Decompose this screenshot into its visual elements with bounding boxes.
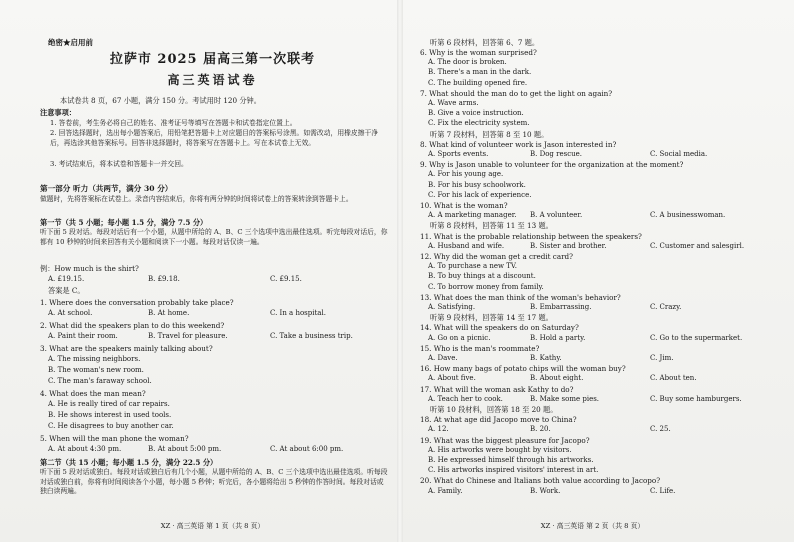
option-a: A. Go on a picnic. [428,333,491,342]
exam-title: 拉萨市 2025 届高三第一次联考 [109,52,316,67]
question-7: 7. What should the man do to get the light on again? [420,88,613,98]
option-a: A. The missing neighbors. [48,355,141,363]
option-a: A. At school. [48,309,93,317]
question-5: 5. When will the man phone the woman? [40,434,189,443]
section-note: 听第 6 段材料，回答第 6、7 题。 [430,38,540,47]
option-b: B. At home. [148,309,190,317]
notice-item: 1. 答卷前，考生务必将自己的姓名、准考证号等填写在答题卡和试卷指定位置上。 [50,119,297,127]
question-14: 14. What will the speakers do on Saturday? [420,323,579,333]
option-b: B. Travel for pleasure. [148,332,228,340]
section2-title: 第二节（共 15 小题；每小题 1.5 分，满分 22.5 分） [40,458,218,467]
left-page [30,0,395,542]
example-option: A. £19.15. [48,275,85,283]
option-c: C. His artworks inspired visitors' interest in art. [428,466,599,475]
question-8: 8. What kind of volunteer work is Jason interested in? [420,139,617,149]
question-10: 10. What is the woman? [420,201,508,210]
option-b: B. Kathy. [530,354,562,362]
option-b: B. Give a voice instruction. [428,109,524,118]
option-a: A. Family. [428,486,463,495]
option-a: A. Dave. [428,354,458,362]
option-c: C. Customer and salesgirl. [650,241,745,250]
option-a: A. Husband and wife. [428,241,505,250]
option-c: C. Social media. [650,150,708,158]
part1-title: 第一部分 听力（共两节，满分 30 分） [40,184,173,193]
option-b: B. Sister and brother. [530,241,607,250]
option-b: B. The woman's new room. [48,366,144,374]
question-6: 6. Why is the woman surprised? [420,48,537,57]
option-a: A. To purchase a new TV. [428,262,517,271]
option-c: C. A businesswoman. [650,211,726,220]
question-3: 3. What are the speakers mainly talking about? [40,344,213,353]
option-b: B. He shows interest in used tools. [48,411,172,419]
example-option: C. £9.15. [270,275,302,283]
part1-note: 做题时，先将答案标在试卷上。录音内容结束后，你将有两分钟的时间将试卷上的答案转涂到答题卡上。 [40,195,353,203]
option-a: A. For his young age. [428,170,504,179]
option-a: A. His artworks were bought by visitors. [428,445,572,454]
page-footer: XZ · 高三英语 第 1 页（共 8 页） [160,522,265,530]
page-fold [397,0,403,542]
option-c: C. Buy some hamburgers. [650,394,742,403]
section-note: 听第 8 段材料，回答第 11 至 13 题。 [430,221,553,231]
option-a: A. Teach her to cook. [428,394,503,403]
question-12: 12. Why did the woman get a credit card? [420,252,573,261]
question-9: 9. Why is Jason unable to volunteer for the organization at the moment? [420,160,684,170]
option-c: C. At about 6:00 pm. [270,445,344,453]
notice-item: 2. 回答选择题时，选出每小题答案后，用铅笔把答题卡上对应题目的答案标号涂黑。如需改动，用橡皮擦干净后，再选涂其他答案标号。回答非选择题时，将答案写在答题卡上。写在本试卷上无效。 [50,129,379,147]
option-a: A. 12. [428,425,449,434]
example-question: 例：How much is the shirt? [40,264,139,273]
question-19: 19. What was the biggest pleasure for Jacopo? [420,435,590,445]
option-b: B. About eight. [530,374,584,383]
section2-note: 听下面 5 段对话或独白。每段对话或独白后有几个小题，从题中所给的 A、B、C 三个选项中选出最佳选项。听每段对话或独白前，你将有时间阅读各个小题，每小题 5 秒钟；听完后，各小题将给出 5 秒钟的作答时间。每段对话或独白读两遍。 [40,468,388,495]
option-c: C. Crazy. [650,303,682,311]
option-c: C. In a hospital. [270,309,326,317]
section-note: 听第 10 段材料，回答第 18 至 20 题。 [430,405,558,414]
option-a: A. At about 4:30 pm. [48,445,122,453]
option-c: C. The building opened fire. [428,78,528,87]
option-b: B. Dog rescue. [530,150,583,158]
option-a: A. A marketing manager. [428,211,517,220]
option-b: B. Embarrassing. [530,303,592,311]
question-15: 15. Who is the man's roommate? [420,343,540,353]
question-4: 4. What does the man mean? [40,389,146,398]
question-16: 16. How many bags of potato chips will the woman buy? [420,364,626,374]
page-footer: XZ · 高三英语 第 2 页（共 8 页） [540,522,645,530]
option-b: B. He expressed himself through his artworks. [428,456,594,464]
option-b: B. 20. [530,425,551,434]
question-13: 13. What does the man think of the woman's behavior? [420,292,621,302]
option-a: A. He is really tired of car repairs. [48,400,170,408]
exam-subtitle: 高三英语试卷 [167,73,258,87]
section-note: 听第 7 段材料，回答第 8 至 10 题。 [430,129,549,139]
question-20: 20. What do Chinese and Italians both value according to Jacopo? [420,476,661,486]
option-c: C. Jim. [650,354,674,362]
option-b: B. Work. [530,486,561,495]
notice-title: 注意事项： [40,108,76,117]
secret-label: 绝密★启用前 [48,38,93,47]
option-c: C. For his lack of experience. [428,190,532,199]
option-a: A. Satisfying. [428,303,476,311]
option-a: A. Sports events. [428,150,489,158]
option-c: C. Go to the supermarket. [650,333,743,342]
option-b: B. At about 5:00 pm. [148,445,222,453]
option-a: A. Paint their room. [48,332,118,340]
option-c: C. Life. [650,486,676,495]
option-c: C. Take a business trip. [270,332,353,340]
option-c: C. Fix the electricity system. [428,119,530,128]
question-18: 18. At what age did Jacopo move to China? [420,415,577,425]
question-17: 17. What will the woman ask Kathy to do? [420,384,574,394]
question-11: 11. What is the probable relationship between the speakers? [420,231,642,241]
option-a: A. Wave arms. [428,99,479,107]
right-page [410,0,775,542]
option-b: B. To buy things at a discount. [428,272,536,281]
option-c: C. About ten. [650,374,697,383]
option-b: B. There's a man in the dark. [428,68,532,77]
option-c: C. 25. [650,425,671,434]
option-b: B. A volunteer. [530,211,583,220]
example-answer: 答案是 C。 [48,286,85,295]
section1-title: 第一节（共 5 小题；每小题 1.5 分，满分 7.5 分） [40,218,208,227]
option-c: C. The man's faraway school. [48,377,152,385]
option-b: B. Hold a party. [530,333,586,342]
question-1: 1. Where does the conversation probably take place? [40,298,234,307]
example-option: B. £9.18. [148,275,180,283]
option-b: B. Make some pies. [530,394,600,403]
option-c: C. To borrow money from family. [428,282,544,291]
question-2: 2. What did the speakers plan to do this weekend? [40,321,225,330]
option-a: A. The door is broken. [428,58,507,67]
option-b: B. For his busy schoolwork. [428,180,526,189]
exam-intro: 本试卷共 8 页，67 小题，满分 150 分。考试用时 120 分钟。 [60,96,261,105]
section-note: 听第 9 段材料，回答第 14 至 17 题。 [430,313,553,323]
notice-item: 3. 考试结束后，将本试卷和答题卡一并交回。 [50,160,188,168]
option-a: A. About five. [428,374,476,383]
option-c: C. He disagrees to buy another car. [48,422,174,430]
section1-note: 听下面 5 段对话。每段对话后有一个小题，从题中所给的 A、B、C 三个选项中选出最佳选项。听完每段对话后，你都有 10 秒钟的时间来回答有关小题和阅读下一小题。每段对话仅读一遍。 [40,228,388,246]
